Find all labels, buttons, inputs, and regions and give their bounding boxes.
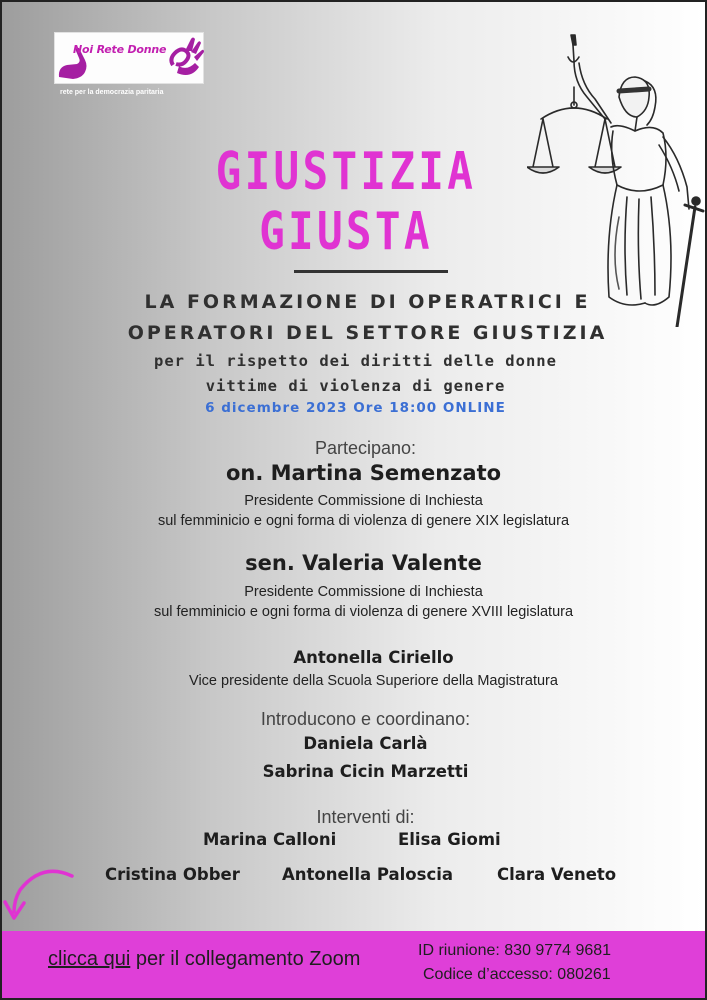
coordinator-name: Daniela Carlà: [303, 734, 428, 753]
title-line-2: GIUSTA: [259, 202, 433, 262]
event-date: 6 dicembre 2023 Ore 18:00 ONLINE: [205, 400, 506, 416]
coordinators-label: Introducono e coordinano:: [260, 709, 471, 729]
participant-name: on. Martina Semenzato: [225, 461, 502, 485]
logo: [54, 32, 204, 96]
title-line-1: GIUSTIZIA: [215, 142, 477, 202]
speaker-name: Clara Veneto: [497, 865, 617, 884]
zoom-link-rest: per il collegamento Zoom: [130, 948, 361, 970]
curved-arrow-icon: [2, 862, 82, 932]
participant-role: sul femminicio e ogni forma di violenza di genere XIX legislatura: [157, 513, 570, 529]
subtitle-line-3: per il rispetto dei diritti delle donne: [154, 352, 557, 370]
subtitle-line-2: OPERATORI DEL SETTORE GIUSTIZIA: [127, 322, 608, 344]
participant-role: Presidente Commissione di Inchiesta: [244, 493, 483, 509]
speaker-name: Elisa Giomi: [398, 830, 501, 849]
subtitle-line-1: LA FORMAZIONE DI OPERATRICI E: [144, 291, 591, 313]
access-code: Codice d’accesso: 080261: [423, 966, 611, 983]
logo-tagline: rete per la democrazia paritaria: [60, 89, 164, 96]
participant-role: Presidente Commissione di Inchiesta: [244, 584, 483, 600]
participant-name: sen. Valeria Valente: [245, 551, 482, 575]
footer-bar: [2, 931, 707, 1000]
zoom-link[interactable]: clicca qui: [48, 948, 131, 970]
speaker-name: Antonella Paloscia: [282, 865, 454, 884]
speaker-name: Cristina Obber: [105, 865, 240, 884]
zoom-link-text: [48, 948, 360, 971]
speakers-label: Interventi di:: [316, 807, 415, 827]
logo-name: Noi Rete Donne: [73, 43, 167, 56]
subtitle-line-4: vittime di violenza di genere: [205, 377, 506, 395]
meeting-id: ID riunione: 830 9774 9681: [418, 942, 612, 959]
participant-role: Vice presidente della Scuola Superiore della Magistratura: [189, 673, 558, 689]
hand-ok-icon: [55, 33, 205, 85]
coordinator-name: Sabrina Cicin Marzetti: [262, 762, 469, 781]
speaker-name: Marina Calloni: [203, 830, 337, 849]
title-underline: [294, 270, 448, 273]
participant-name: Antonella Ciriello: [293, 648, 454, 667]
participant-role: sul femminicio e ogni forma di violenza di genere XVIII legislatura: [153, 604, 574, 620]
logo-box: [54, 32, 204, 84]
participants-label: Partecipano:: [314, 438, 417, 458]
